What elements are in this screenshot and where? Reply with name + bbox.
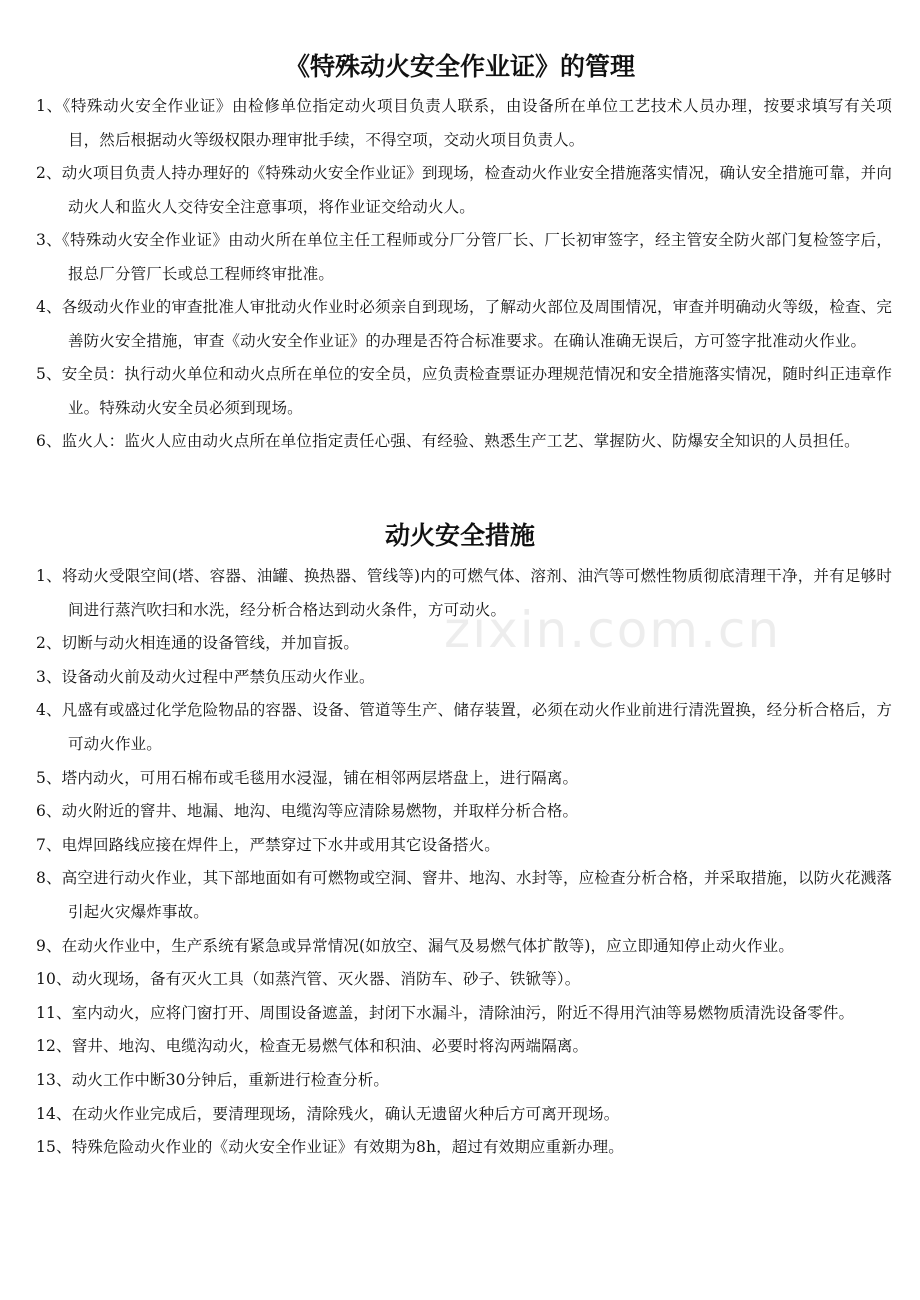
item-number: 4、 <box>36 298 62 316</box>
watermark: zixin.com.cn <box>444 601 782 659</box>
list-item <box>36 862 892 929</box>
item-number: 15、 <box>36 1138 72 1157</box>
list-item <box>36 358 892 425</box>
section-2-title: 动火安全措施 <box>384 521 535 550</box>
item-text: 在动火作业中，生产系统有紧急或异常情况(如放空、漏气及易燃气体扩散等)，应立即通知停止动火作业。 <box>61 936 794 955</box>
list-item <box>36 1098 892 1132</box>
item-text: 特殊危险动火作业的《动火安全作业证》有效期为8h，超过有效期应重新办理。 <box>71 1138 624 1157</box>
list-item <box>36 224 892 291</box>
list-item <box>36 661 892 695</box>
item-number: 5、 <box>36 768 62 787</box>
list-item <box>36 795 892 829</box>
item-text: 室内动火，应将门窗打开、周围设备遮盖，封闭下水漏斗，清除油污，附近不得用汽油等易燃物质清洗设备零件。 <box>71 1003 855 1022</box>
item-number: 5、 <box>36 365 62 383</box>
item-text: 凡盛有或盛过化学危险物品的容器、设备、管道等生产、储存装置，必须在动火作业前进行清洗置换，经分析合格后，方可动火作业。 <box>61 701 892 753</box>
item-text: 窨井、地沟、电缆沟动火，检查无易燃气体和积油、必要时将沟两端隔离。 <box>71 1037 589 1056</box>
list-item <box>36 997 892 1031</box>
item-text: 塔内动火，可用石棉布或毛毯用水浸湿，铺在相邻两层塔盘上，进行隔离。 <box>61 768 579 787</box>
item-number: 10、 <box>36 970 72 989</box>
item-text: 将动火受限空间(塔、容器、油罐、换热器、管线等)内的可燃气体、溶剂、油汽等可燃性物质彻底清理干净，并有足够时间进行蒸汽吹扫和水洗，经分析合格达到动火条件，方可动火。 <box>61 567 892 619</box>
item-text: 在动火作业完成后，要清理现场，清除残火，确认无遗留火种后方可离开现场。 <box>71 1104 620 1123</box>
list-item <box>36 930 892 964</box>
item-number: 3、 <box>36 231 62 249</box>
section-1-title: 《特殊动火安全作业证》的管理 <box>284 52 635 81</box>
item-number: 11、 <box>36 1003 72 1022</box>
list-item <box>36 291 892 358</box>
list-item <box>36 425 892 459</box>
item-text: 电焊回路线应接在焊件上，严禁穿过下水井或用其它设备搭火。 <box>61 835 500 854</box>
item-text: 设备动火前及动火过程中严禁负压动火作业。 <box>61 667 375 686</box>
item-text: 《特殊动火安全作业证》由动火所在单位主任工程师或分厂分管厂长、厂长初审签字，经主管安全防火部门复检签字后，报总厂分管厂长或总工程师终审批准。 <box>61 231 892 283</box>
list-item <box>36 829 892 863</box>
list-item <box>36 157 892 224</box>
list-item <box>36 1030 892 1064</box>
list-item <box>36 90 892 157</box>
item-text: 《特殊动火安全作业证》由检修单位指定动火项目负责人联系，由设备所在单位工艺技术人员办理，按要求填写有关项目，然后根据动火等级权限办理审批手续，不得空项，交动火项目负责人。 <box>62 97 892 149</box>
item-text: 高空进行动火作业，其下部地面如有可燃物或空洞、窨井、地沟、水封等，应检查分析合格，并采取措施，以防火花溅落引起火灾爆炸事故。 <box>61 869 892 921</box>
item-number: 8、 <box>36 869 62 888</box>
item-number: 4、 <box>36 701 62 720</box>
item-number: 2、 <box>36 634 62 653</box>
item-number: 1、 <box>36 97 63 115</box>
list-item <box>36 694 892 761</box>
section-2-list <box>36 560 892 1165</box>
item-text: 动火附近的窨井、地漏、地沟、电缆沟等应清除易燃物，并取样分析合格。 <box>61 802 579 821</box>
list-item <box>36 1064 892 1098</box>
item-number: 6、 <box>36 432 62 450</box>
item-number: 13、 <box>36 1070 72 1089</box>
item-number: 6、 <box>36 802 62 821</box>
item-text: 动火现场，备有灭火工具（如蒸汽管、灭火器、消防车、砂子、铁锨等）。 <box>71 970 581 989</box>
item-number: 12、 <box>36 1037 72 1056</box>
item-number: 7、 <box>36 835 62 854</box>
item-text: 动火项目负责人持办理好的《特殊动火安全作业证》到现场，检查动火作业安全措施落实情况，确认安全措施可靠，并向动火人和监火人交待安全注意事项，将作业证交给动火人。 <box>61 164 892 216</box>
item-text: 安全员：执行动火单位和动火点所在单位的安全员，应负责检查票证办理规范情况和安全措施落实情况，随时纠正违章作业。特殊动火安全员必须到现场。 <box>61 365 892 417</box>
section-1-list <box>36 90 892 459</box>
item-text: 动火工作中断30分钟后，重新进行检查分析。 <box>71 1070 390 1089</box>
item-number: 14、 <box>36 1104 72 1123</box>
item-text: 切断与动火相连通的设备管线，并加盲扳。 <box>61 634 360 653</box>
item-text: 各级动火作业的审查批准人审批动火作业时必须亲自到现场，了解动火部位及周围情况，审查并明确动火等级，检查、完善防火安全措施，审查《动火安全作业证》的办理是否符合标准要求。在确认准确无误后，方可签字批准动火作业。 <box>61 298 892 350</box>
list-item <box>36 627 892 661</box>
item-number: 1、 <box>36 567 62 585</box>
item-number: 9、 <box>36 936 62 955</box>
list-item <box>36 762 892 796</box>
list-item <box>36 963 892 997</box>
list-item <box>36 560 892 627</box>
item-number: 2、 <box>36 164 62 182</box>
item-text: 监火人：监火人应由动火点所在单位指定责任心强、有经验、熟悉生产工艺、掌握防火、防爆安全知识的人员担任。 <box>61 432 860 450</box>
item-number: 3、 <box>36 667 62 686</box>
list-item <box>36 1131 892 1165</box>
